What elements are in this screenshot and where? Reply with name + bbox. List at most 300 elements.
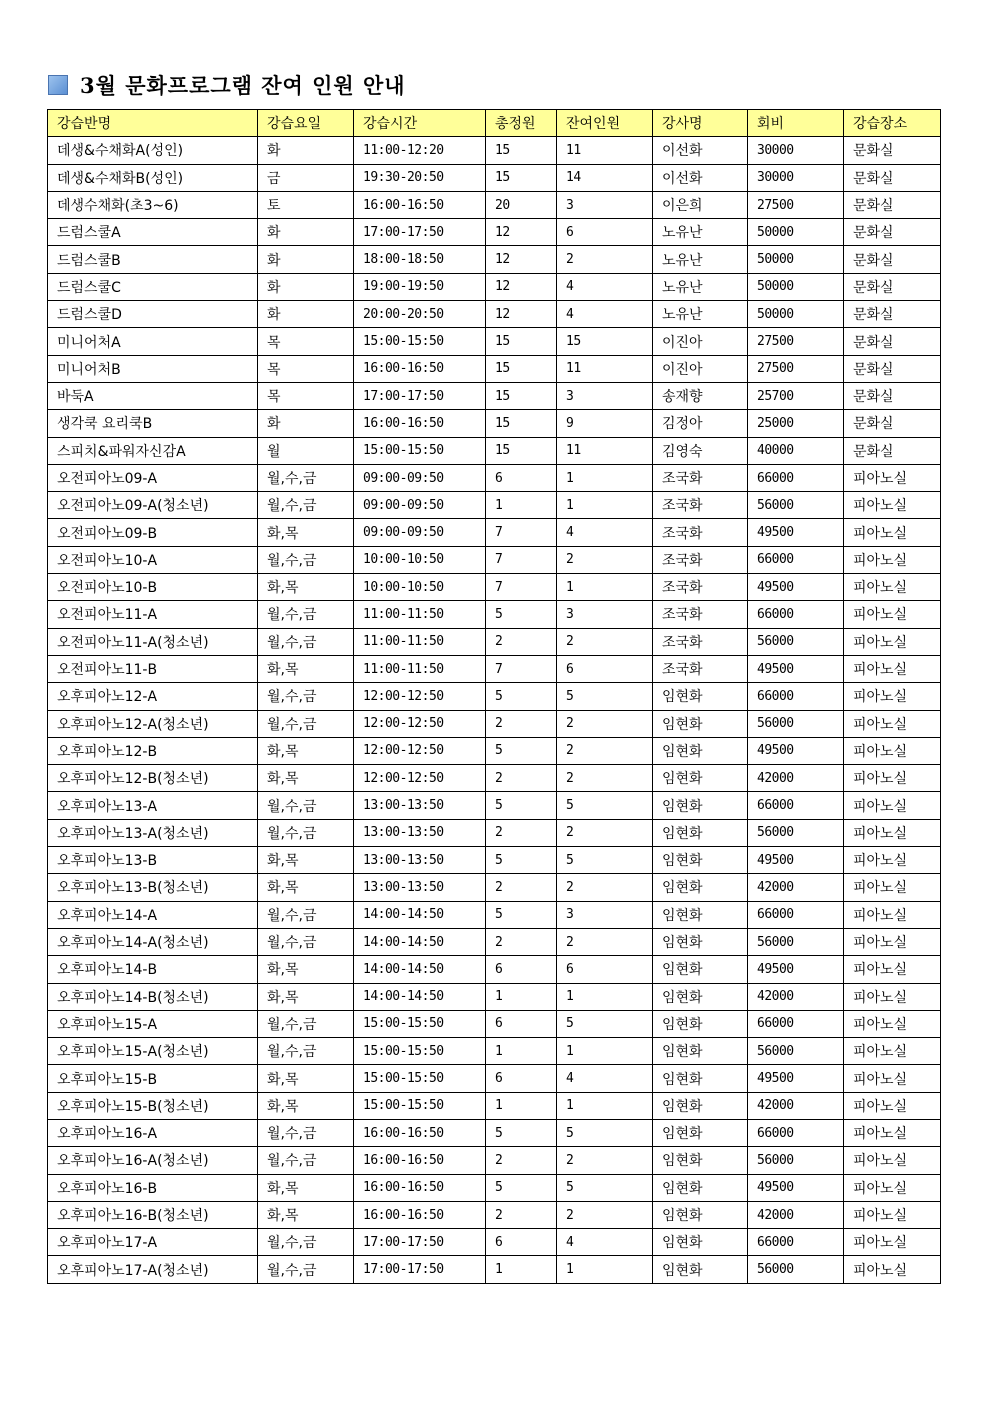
class-name-cell: 오후피아노12-A [48, 683, 258, 710]
time-cell: 16:00-16:50 [354, 1119, 486, 1146]
capacity-cell: 7 [486, 574, 557, 601]
class-name-cell: 데생&수채화B(성인) [48, 164, 258, 191]
remaining-cell: 6 [557, 956, 653, 983]
capacity-cell: 2 [486, 1147, 557, 1174]
class-name-cell: 데생&수채화A(성인) [48, 137, 258, 164]
instructor-cell: 이진아 [653, 355, 748, 382]
location-cell: 피아노실 [844, 1201, 941, 1228]
class-name-cell: 데생수채화(초3~6) [48, 191, 258, 218]
days-cell: 월 [258, 437, 354, 464]
location-cell: 피아노실 [844, 628, 941, 655]
fee-cell: 42000 [748, 1092, 844, 1119]
fee-cell: 27500 [748, 191, 844, 218]
time-cell: 11:00-11:50 [354, 655, 486, 682]
table-row [48, 683, 941, 710]
class-name-cell: 오후피아노14-B [48, 956, 258, 983]
fee-cell: 66000 [748, 901, 844, 928]
time-cell: 19:00-19:50 [354, 273, 486, 300]
instructor-cell: 조국화 [653, 546, 748, 573]
fee-cell: 56000 [748, 819, 844, 846]
page-title-row [48, 70, 406, 100]
instructor-cell: 김정아 [653, 410, 748, 437]
days-cell: 화,목 [258, 655, 354, 682]
table-row [48, 1010, 941, 1037]
capacity-cell: 1 [486, 1092, 557, 1119]
remaining-cell: 3 [557, 382, 653, 409]
time-cell: 14:00-14:50 [354, 928, 486, 955]
days-cell: 화 [258, 410, 354, 437]
class-name-cell: 오전피아노11-A(청소년) [48, 628, 258, 655]
instructor-cell: 임현화 [653, 983, 748, 1010]
days-cell: 화 [258, 137, 354, 164]
location-cell: 문화실 [844, 164, 941, 191]
class-name-cell: 오후피아노16-A(청소년) [48, 1147, 258, 1174]
days-cell: 월,수,금 [258, 492, 354, 519]
fee-cell: 66000 [748, 683, 844, 710]
table-row [48, 301, 941, 328]
days-cell: 화,목 [258, 574, 354, 601]
capacity-cell: 1 [486, 1038, 557, 1065]
table-row [48, 819, 941, 846]
fee-cell: 42000 [748, 765, 844, 792]
fee-cell: 49500 [748, 847, 844, 874]
location-cell: 문화실 [844, 328, 941, 355]
remaining-cell: 14 [557, 164, 653, 191]
table-row [48, 1201, 941, 1228]
time-cell: 12:00-12:50 [354, 683, 486, 710]
remaining-cell: 2 [557, 710, 653, 737]
remaining-cell: 4 [557, 1065, 653, 1092]
capacity-cell: 6 [486, 1010, 557, 1037]
location-cell: 피아노실 [844, 655, 941, 682]
table-row [48, 382, 941, 409]
instructor-cell: 임현화 [653, 1038, 748, 1065]
days-cell: 월,수,금 [258, 1119, 354, 1146]
days-cell: 금 [258, 164, 354, 191]
table-row [48, 1038, 941, 1065]
time-cell: 16:00-16:50 [354, 1201, 486, 1228]
table-row [48, 847, 941, 874]
time-cell: 17:00-17:50 [354, 1256, 486, 1283]
days-cell: 화,목 [258, 956, 354, 983]
location-cell: 피아노실 [844, 1256, 941, 1283]
days-cell: 화 [258, 301, 354, 328]
time-cell: 14:00-14:50 [354, 901, 486, 928]
fee-cell: 56000 [748, 928, 844, 955]
instructor-cell: 임현화 [653, 901, 748, 928]
time-cell: 12:00-12:50 [354, 737, 486, 764]
fee-cell: 25700 [748, 382, 844, 409]
remaining-cell: 5 [557, 1010, 653, 1037]
fee-cell: 42000 [748, 874, 844, 901]
location-cell: 피아노실 [844, 874, 941, 901]
fee-cell: 49500 [748, 737, 844, 764]
time-cell: 10:00-10:50 [354, 546, 486, 573]
time-cell: 17:00-17:50 [354, 219, 486, 246]
time-cell: 15:00-15:50 [354, 437, 486, 464]
remaining-cell: 6 [557, 219, 653, 246]
fee-cell: 30000 [748, 137, 844, 164]
remaining-cell: 6 [557, 655, 653, 682]
instructor-cell: 이은희 [653, 191, 748, 218]
class-name-cell: 오후피아노14-A [48, 901, 258, 928]
time-cell: 19:30-20:50 [354, 164, 486, 191]
table-row [48, 191, 941, 218]
capacity-cell: 12 [486, 273, 557, 300]
remaining-cell: 2 [557, 765, 653, 792]
instructor-cell: 임현화 [653, 1147, 748, 1174]
capacity-cell: 2 [486, 819, 557, 846]
remaining-cell: 1 [557, 574, 653, 601]
location-cell: 피아노실 [844, 1119, 941, 1146]
fee-cell: 66000 [748, 1119, 844, 1146]
instructor-cell: 조국화 [653, 519, 748, 546]
location-cell: 피아노실 [844, 710, 941, 737]
instructor-cell: 임현화 [653, 874, 748, 901]
fee-cell: 66000 [748, 1010, 844, 1037]
location-cell: 피아노실 [844, 1065, 941, 1092]
table-row [48, 546, 941, 573]
remaining-cell: 2 [557, 928, 653, 955]
table-row [48, 601, 941, 628]
capacity-cell: 1 [486, 492, 557, 519]
days-cell: 월,수,금 [258, 1010, 354, 1037]
fee-cell: 50000 [748, 219, 844, 246]
remaining-cell: 11 [557, 355, 653, 382]
days-cell: 화,목 [258, 765, 354, 792]
instructor-cell: 임현화 [653, 1256, 748, 1283]
fee-cell: 49500 [748, 956, 844, 983]
fee-cell: 27500 [748, 355, 844, 382]
fee-cell: 56000 [748, 710, 844, 737]
capacity-cell: 2 [486, 710, 557, 737]
instructor-cell: 이선화 [653, 137, 748, 164]
fee-cell: 49500 [748, 1065, 844, 1092]
days-cell: 화 [258, 219, 354, 246]
time-cell: 14:00-14:50 [354, 983, 486, 1010]
class-name-cell: 오후피아노15-A(청소년) [48, 1038, 258, 1065]
fee-cell: 42000 [748, 1201, 844, 1228]
location-cell: 피아노실 [844, 1010, 941, 1037]
capacity-cell: 2 [486, 874, 557, 901]
class-name-cell: 오전피아노11-B [48, 655, 258, 682]
class-name-cell: 오후피아노12-B [48, 737, 258, 764]
location-cell: 피아노실 [844, 683, 941, 710]
capacity-cell: 20 [486, 191, 557, 218]
location-cell: 피아노실 [844, 1092, 941, 1119]
time-cell: 16:00-16:50 [354, 1174, 486, 1201]
capacity-cell: 5 [486, 1119, 557, 1146]
remaining-cell: 4 [557, 519, 653, 546]
remaining-cell: 1 [557, 1038, 653, 1065]
table-row [48, 710, 941, 737]
table-row [48, 246, 941, 273]
table-row [48, 328, 941, 355]
capacity-cell: 5 [486, 1174, 557, 1201]
location-cell: 문화실 [844, 301, 941, 328]
location-cell: 피아노실 [844, 737, 941, 764]
class-name-cell: 오전피아노09-A [48, 464, 258, 491]
class-name-cell: 미니어처A [48, 328, 258, 355]
table-row [48, 1065, 941, 1092]
fee-cell: 56000 [748, 492, 844, 519]
class-name-cell: 오후피아노12-B(청소년) [48, 765, 258, 792]
fee-cell: 50000 [748, 273, 844, 300]
remaining-cell: 1 [557, 492, 653, 519]
capacity-cell: 5 [486, 737, 557, 764]
fee-cell: 66000 [748, 792, 844, 819]
fee-cell: 50000 [748, 246, 844, 273]
header-row [48, 110, 941, 137]
remaining-cell: 4 [557, 1229, 653, 1256]
time-cell: 11:00-12:20 [354, 137, 486, 164]
days-cell: 화,목 [258, 983, 354, 1010]
remaining-cell: 3 [557, 601, 653, 628]
instructor-cell: 조국화 [653, 655, 748, 682]
days-cell: 월,수,금 [258, 601, 354, 628]
class-name-cell: 오후피아노15-A [48, 1010, 258, 1037]
time-cell: 17:00-17:50 [354, 1229, 486, 1256]
capacity-cell: 5 [486, 901, 557, 928]
location-cell: 피아노실 [844, 928, 941, 955]
capacity-cell: 15 [486, 355, 557, 382]
days-cell: 화,목 [258, 1092, 354, 1119]
table-row [48, 1174, 941, 1201]
col-header-fee: 회비 [748, 110, 844, 137]
capacity-cell: 1 [486, 1256, 557, 1283]
class-name-cell: 생각쿡 요리쿡B [48, 410, 258, 437]
fee-cell: 49500 [748, 574, 844, 601]
capacity-cell: 7 [486, 519, 557, 546]
capacity-cell: 15 [486, 410, 557, 437]
fee-cell: 66000 [748, 1229, 844, 1256]
location-cell: 피아노실 [844, 847, 941, 874]
capacity-cell: 15 [486, 328, 557, 355]
time-cell: 15:00-15:50 [354, 328, 486, 355]
location-cell: 피아노실 [844, 901, 941, 928]
remaining-cell: 15 [557, 328, 653, 355]
instructor-cell: 임현화 [653, 819, 748, 846]
fee-cell: 27500 [748, 328, 844, 355]
remaining-cell: 2 [557, 246, 653, 273]
class-name-cell: 오전피아노11-A [48, 601, 258, 628]
class-name-cell: 미니어처B [48, 355, 258, 382]
col-header-capacity: 총정원 [486, 110, 557, 137]
capacity-cell: 15 [486, 137, 557, 164]
location-cell: 문화실 [844, 246, 941, 273]
time-cell: 14:00-14:50 [354, 956, 486, 983]
location-cell: 피아노실 [844, 792, 941, 819]
days-cell: 월,수,금 [258, 1256, 354, 1283]
fee-cell: 56000 [748, 1147, 844, 1174]
days-cell: 월,수,금 [258, 792, 354, 819]
instructor-cell: 임현화 [653, 1174, 748, 1201]
remaining-cell: 5 [557, 1119, 653, 1146]
location-cell: 문화실 [844, 410, 941, 437]
class-name-cell: 바둑A [48, 382, 258, 409]
days-cell: 월,수,금 [258, 819, 354, 846]
fee-cell: 50000 [748, 301, 844, 328]
time-cell: 09:00-09:50 [354, 519, 486, 546]
class-name-cell: 드럼스쿨B [48, 246, 258, 273]
fee-cell: 66000 [748, 601, 844, 628]
location-cell: 피아노실 [844, 464, 941, 491]
remaining-cell: 3 [557, 901, 653, 928]
days-cell: 월,수,금 [258, 1147, 354, 1174]
instructor-cell: 임현화 [653, 1010, 748, 1037]
table-row [48, 137, 941, 164]
fee-cell: 49500 [748, 655, 844, 682]
instructor-cell: 임현화 [653, 1119, 748, 1146]
table-row [48, 956, 941, 983]
location-cell: 문화실 [844, 382, 941, 409]
days-cell: 월,수,금 [258, 1229, 354, 1256]
remaining-cell: 5 [557, 1174, 653, 1201]
time-cell: 16:00-16:50 [354, 1147, 486, 1174]
capacity-cell: 7 [486, 546, 557, 573]
location-cell: 피아노실 [844, 519, 941, 546]
capacity-cell: 7 [486, 655, 557, 682]
remaining-cell: 1 [557, 983, 653, 1010]
time-cell: 15:00-15:50 [354, 1038, 486, 1065]
location-cell: 문화실 [844, 273, 941, 300]
program-table [47, 109, 941, 1284]
remaining-cell: 2 [557, 628, 653, 655]
col-header-instructor: 강사명 [653, 110, 748, 137]
location-cell: 문화실 [844, 137, 941, 164]
fee-cell: 49500 [748, 1174, 844, 1201]
capacity-cell: 5 [486, 792, 557, 819]
days-cell: 화 [258, 273, 354, 300]
capacity-cell: 12 [486, 219, 557, 246]
time-cell: 16:00-16:50 [354, 191, 486, 218]
remaining-cell: 2 [557, 737, 653, 764]
days-cell: 목 [258, 328, 354, 355]
days-cell: 화,목 [258, 847, 354, 874]
remaining-cell: 3 [557, 191, 653, 218]
days-cell: 월,수,금 [258, 683, 354, 710]
time-cell: 16:00-16:50 [354, 355, 486, 382]
location-cell: 문화실 [844, 219, 941, 246]
fee-cell: 25000 [748, 410, 844, 437]
fee-cell: 56000 [748, 1256, 844, 1283]
col-header-time: 강습시간 [354, 110, 486, 137]
instructor-cell: 임현화 [653, 847, 748, 874]
table-row [48, 792, 941, 819]
instructor-cell: 이진아 [653, 328, 748, 355]
time-cell: 20:00-20:50 [354, 301, 486, 328]
fee-cell: 56000 [748, 1038, 844, 1065]
table-row [48, 164, 941, 191]
capacity-cell: 15 [486, 382, 557, 409]
table-row [48, 464, 941, 491]
capacity-cell: 5 [486, 683, 557, 710]
days-cell: 월,수,금 [258, 464, 354, 491]
table-row [48, 737, 941, 764]
fee-cell: 66000 [748, 464, 844, 491]
capacity-cell: 5 [486, 601, 557, 628]
location-cell: 피아노실 [844, 1038, 941, 1065]
remaining-cell: 2 [557, 874, 653, 901]
table-row [48, 1147, 941, 1174]
location-cell: 피아노실 [844, 546, 941, 573]
days-cell: 화,목 [258, 1174, 354, 1201]
days-cell: 화 [258, 246, 354, 273]
remaining-cell: 2 [557, 1147, 653, 1174]
time-cell: 10:00-10:50 [354, 574, 486, 601]
remaining-cell: 2 [557, 546, 653, 573]
class-name-cell: 오후피아노16-B [48, 1174, 258, 1201]
table-row [48, 928, 941, 955]
class-name-cell: 드럼스쿨A [48, 219, 258, 246]
col-header-remaining: 잔여인원 [557, 110, 653, 137]
time-cell: 13:00-13:50 [354, 819, 486, 846]
instructor-cell: 노유난 [653, 301, 748, 328]
remaining-cell: 11 [557, 437, 653, 464]
instructor-cell: 임현화 [653, 1092, 748, 1119]
class-name-cell: 오후피아노14-A(청소년) [48, 928, 258, 955]
instructor-cell: 임현화 [653, 683, 748, 710]
fee-cell: 40000 [748, 437, 844, 464]
table-row [48, 655, 941, 682]
days-cell: 토 [258, 191, 354, 218]
time-cell: 09:00-09:50 [354, 492, 486, 519]
time-cell: 16:00-16:50 [354, 410, 486, 437]
capacity-cell: 6 [486, 464, 557, 491]
capacity-cell: 15 [486, 437, 557, 464]
class-name-cell: 드럼스쿨C [48, 273, 258, 300]
table-row [48, 628, 941, 655]
instructor-cell: 임현화 [653, 765, 748, 792]
location-cell: 피아노실 [844, 601, 941, 628]
class-name-cell: 오후피아노17-A [48, 1229, 258, 1256]
capacity-cell: 6 [486, 956, 557, 983]
capacity-cell: 6 [486, 1065, 557, 1092]
class-name-cell: 오전피아노10-B [48, 574, 258, 601]
days-cell: 월,수,금 [258, 1038, 354, 1065]
table-row [48, 219, 941, 246]
capacity-cell: 12 [486, 301, 557, 328]
instructor-cell: 노유난 [653, 273, 748, 300]
class-name-cell: 오후피아노12-A(청소년) [48, 710, 258, 737]
table-row [48, 492, 941, 519]
instructor-cell: 임현화 [653, 1229, 748, 1256]
fee-cell: 49500 [748, 519, 844, 546]
days-cell: 화,목 [258, 737, 354, 764]
instructor-cell: 조국화 [653, 492, 748, 519]
remaining-cell: 1 [557, 464, 653, 491]
capacity-cell: 2 [486, 628, 557, 655]
days-cell: 월,수,금 [258, 710, 354, 737]
location-cell: 피아노실 [844, 765, 941, 792]
time-cell: 12:00-12:50 [354, 765, 486, 792]
fee-cell: 56000 [748, 628, 844, 655]
time-cell: 17:00-17:50 [354, 382, 486, 409]
instructor-cell: 조국화 [653, 464, 748, 491]
instructor-cell: 김영숙 [653, 437, 748, 464]
remaining-cell: 9 [557, 410, 653, 437]
capacity-cell: 6 [486, 1229, 557, 1256]
location-cell: 문화실 [844, 437, 941, 464]
instructor-cell: 조국화 [653, 574, 748, 601]
table-row [48, 765, 941, 792]
remaining-cell: 2 [557, 1201, 653, 1228]
table-row [48, 519, 941, 546]
class-name-cell: 오전피아노09-B [48, 519, 258, 546]
instructor-cell: 임현화 [653, 737, 748, 764]
col-header-days: 강습요일 [258, 110, 354, 137]
location-cell: 피아노실 [844, 1147, 941, 1174]
